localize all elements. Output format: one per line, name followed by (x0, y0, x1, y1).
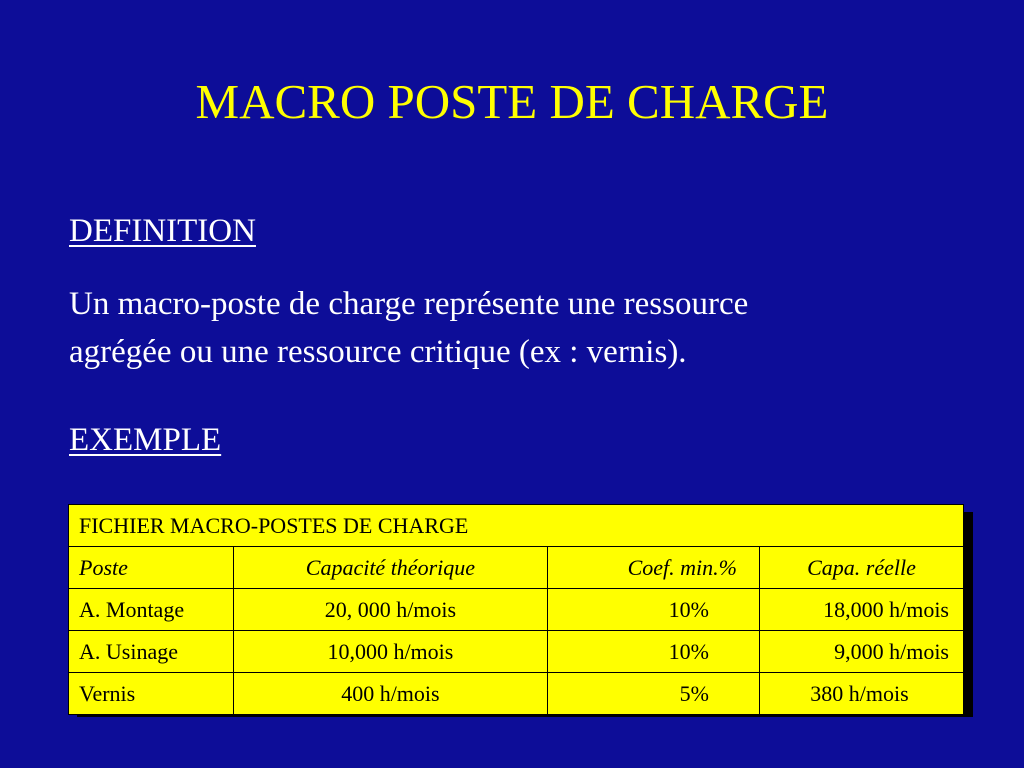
table-row (69, 589, 964, 631)
cell-poste: A. Usinage (69, 631, 234, 673)
header-capacite-theorique: Capacité théorique (233, 547, 548, 589)
header-coef-min: Coef. min.% (548, 547, 760, 589)
table-header-row (69, 547, 964, 589)
table-caption-row (69, 505, 964, 547)
table-caption: FICHIER MACRO-POSTES DE CHARGE (69, 505, 964, 547)
cell-poste: A. Montage (69, 589, 234, 631)
definition-text (69, 280, 969, 376)
cell-capacite-theorique: 20, 000 h/mois (233, 589, 548, 631)
cell-coef-min: 5% (548, 673, 760, 715)
cell-coef-min: 10% (548, 631, 760, 673)
cell-coef-min: 10% (548, 589, 760, 631)
definition-line-2: agrégée ou une ressource critique (ex : vernis). (69, 334, 687, 370)
definition-heading: DEFINITION (69, 213, 256, 249)
example-heading: EXEMPLE (69, 422, 222, 458)
macro-postes-table (68, 504, 964, 709)
table-row (69, 673, 964, 715)
cell-capa-reelle: 380 h/mois (759, 673, 963, 715)
cell-capa-reelle: 18,000 h/mois (759, 589, 963, 631)
macro-postes-grid (68, 504, 964, 715)
cell-capa-reelle: 9,000 h/mois (759, 631, 963, 673)
cell-capacite-theorique: 400 h/mois (233, 673, 548, 715)
slide-title: MACRO POSTE DE CHARGE (195, 74, 829, 129)
table-row (69, 631, 964, 673)
header-poste: Poste (69, 547, 234, 589)
header-capa-reelle: Capa. réelle (759, 547, 963, 589)
definition-line-1: Un macro-poste de charge représente une ressource (69, 286, 749, 322)
cell-capacite-theorique: 10,000 h/mois (233, 631, 548, 673)
cell-poste: Vernis (69, 673, 234, 715)
